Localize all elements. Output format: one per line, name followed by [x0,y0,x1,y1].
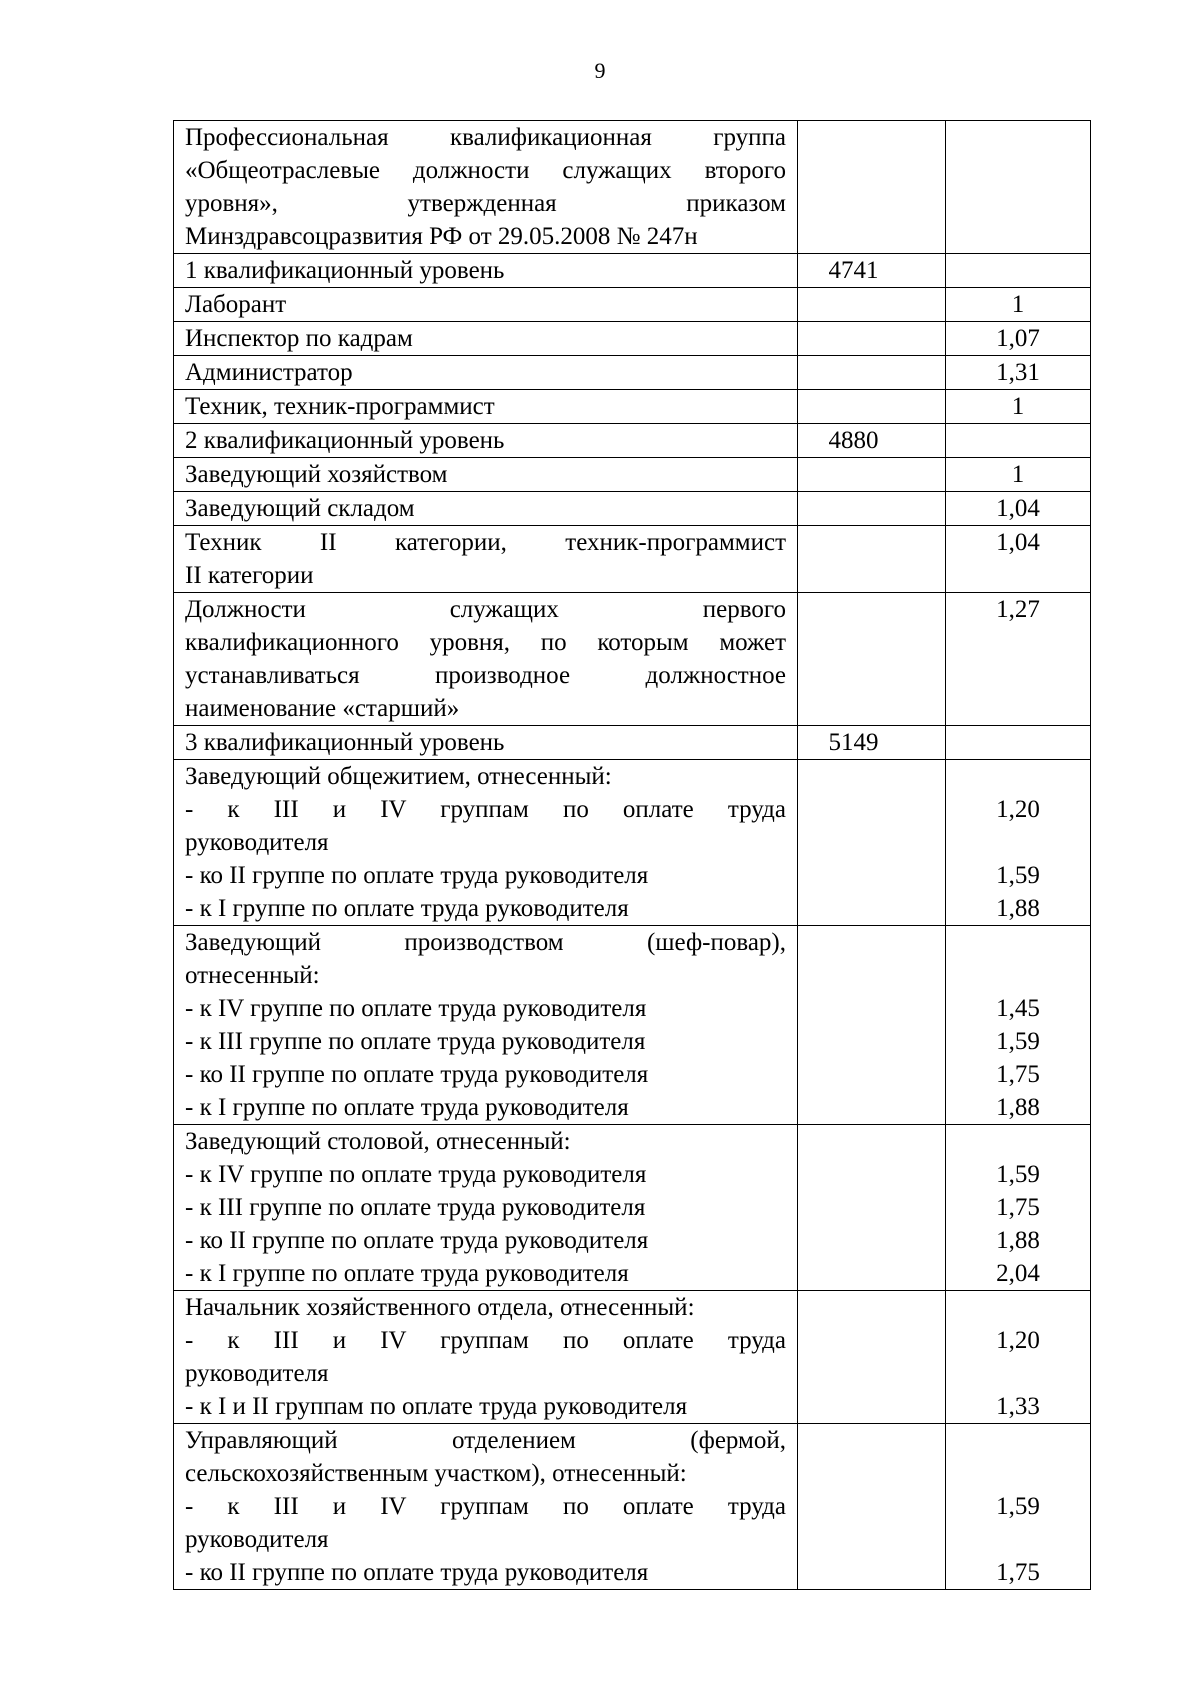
coefficient-value [946,1523,1090,1556]
position-name-line: - к III и IV группам по оплате труда [185,1327,786,1354]
table-row [174,356,1091,390]
table-row [174,492,1091,526]
position-name-line: - к IV группе по оплате труда руководителя [185,1161,647,1188]
position-name-cell [174,526,798,593]
coefficient-value: 1,27 [996,596,1040,623]
coefficient-cell [946,356,1091,390]
coefficient-cell [946,1125,1091,1291]
base-salary-cell [798,593,946,726]
position-name-line: сельскохозяйственным участком), отнесенный: [185,1460,687,1487]
position-name-line: Лаборант [185,291,287,318]
base-salary-cell [798,726,946,760]
coefficient-value: 1,20 [996,1327,1040,1354]
coefficient-value: 1,88 [996,1094,1040,1121]
coefficient-value: 1,45 [996,995,1040,1022]
coefficient-cell [946,254,1091,288]
position-name-line: устанавливаться производное должностное [185,662,786,689]
position-name-cell [174,726,798,760]
position-name-line: 2 квалификационный уровень [185,427,505,454]
position-name-line: - к I группе по оплате труда руководителя [185,895,629,922]
salary-table [173,120,1091,1590]
coefficient-value: 2,04 [996,1260,1040,1287]
coefficient-cell [946,926,1091,1125]
position-name-line: 1 квалификационный уровень [185,257,505,284]
position-name-line: Техник, техник-программист [185,393,495,420]
position-name-line: - ко II группе по оплате труда руководителя [185,862,649,889]
coefficient-value [946,926,1090,959]
position-name-line: Управляющий отделением (фермой, [185,1427,786,1454]
coefficient-value: 1,04 [996,495,1040,522]
table-row [174,726,1091,760]
coefficient-cell [946,492,1091,526]
coefficient-cell [946,726,1091,760]
position-name-line: 3 квалификационный уровень [185,729,505,756]
position-name-line: уровня», утвержденная приказом [185,190,786,217]
position-name-line: Техник II категории, техник-программист [185,529,786,556]
position-name-cell [174,1424,798,1590]
position-name-line: - к III и IV группам по оплате труда [185,796,786,823]
coefficient-value [946,760,1090,793]
coefficient-value: 1,31 [996,359,1040,386]
table-row [174,121,1091,254]
coefficient-value [946,826,1090,859]
coefficient-value: 1 [1011,291,1025,318]
position-name-cell [174,458,798,492]
position-name-cell [174,390,798,424]
position-name-cell [174,593,798,726]
base-salary-cell [798,121,946,254]
base-salary-value: 5149 [828,729,879,756]
position-name-line: руководителя [185,1360,329,1387]
coefficient-value [946,659,1090,692]
base-salary-cell [798,322,946,356]
coefficient-cell [946,1424,1091,1590]
coefficient-value [946,959,1090,992]
position-name-line: Минздравсоцразвития РФ от 29.05.2008 № 247н [185,223,698,250]
coefficient-cell [946,526,1091,593]
table-row [174,254,1091,288]
position-name-line: Заведующий хозяйством [185,461,448,488]
position-name-line: - ко II группе по оплате труда руководителя [185,1559,649,1586]
base-salary-cell [798,492,946,526]
position-name-line: Должности служащих первого [185,596,786,623]
position-name-line: Профессиональная квалификационная группа [185,124,786,151]
position-name-cell [174,1125,798,1291]
coefficient-value: 1,75 [996,1061,1040,1088]
table-row [174,1291,1091,1424]
position-name-cell [174,1291,798,1424]
position-name-cell [174,288,798,322]
coefficient-value: 1,04 [996,529,1040,556]
position-name-line: квалификационного уровня, по которым может [185,629,786,656]
position-name-line: руководителя [185,829,329,856]
position-name-line: Заведующий складом [185,495,415,522]
coefficient-cell [946,1291,1091,1424]
position-name-line: - к I группе по оплате труда руководителя [185,1094,629,1121]
position-name-line: - к I и II группам по оплате труда руководителя [185,1393,688,1420]
coefficient-cell [946,458,1091,492]
position-name-line: Заведующий столовой, отнесенный: [185,1128,571,1155]
coefficient-value: 1,20 [996,796,1040,823]
table-row [174,593,1091,726]
coefficient-value: 1,33 [996,1393,1040,1420]
base-salary-cell [798,1424,946,1590]
base-salary-cell [798,760,946,926]
position-name-line: - к I группе по оплате труда руководителя [185,1260,629,1287]
table-row [174,458,1091,492]
base-salary-cell [798,1125,946,1291]
table-row [174,390,1091,424]
coefficient-value [946,692,1090,725]
position-name-cell [174,760,798,926]
coefficient-value: 1 [1011,393,1025,420]
table-row [174,322,1091,356]
base-salary-cell [798,424,946,458]
coefficient-cell [946,322,1091,356]
coefficient-value: 1,75 [996,1194,1040,1221]
position-name-line: - ко II группе по оплате труда руководителя [185,1227,649,1254]
position-name-line: - к III группе по оплате труда руководителя [185,1028,646,1055]
coefficient-value [946,1424,1090,1457]
position-name-line: «Общеотраслевые должности служащих второго [185,157,786,184]
coefficient-value: 1,75 [996,1559,1040,1586]
position-name-line: Администратор [185,359,353,386]
coefficient-cell [946,760,1091,926]
position-name-cell [174,121,798,254]
base-salary-value: 4880 [828,427,879,454]
base-salary-cell [798,390,946,424]
base-salary-cell [798,458,946,492]
coefficient-value: 1,59 [996,1028,1040,1055]
base-salary-cell [798,526,946,593]
position-name-line: Инспектор по кадрам [185,325,413,352]
coefficient-value: 1,88 [996,895,1040,922]
base-salary-cell [798,926,946,1125]
table-row [174,526,1091,593]
base-salary-cell [798,1291,946,1424]
coefficient-value [946,1291,1090,1324]
coefficient-cell [946,424,1091,458]
table-row [174,1424,1091,1590]
position-name-cell [174,492,798,526]
table-row [174,760,1091,926]
position-name-line: наименование «старший» [185,695,460,722]
base-salary-cell [798,356,946,390]
position-name-line: отнесенный: [185,962,320,989]
position-name-line: Заведующий производством (шеф-повар), [185,929,786,956]
position-name-cell [174,322,798,356]
coefficient-value: 1,59 [996,1161,1040,1188]
coefficient-value: 1,59 [996,1493,1040,1520]
position-name-cell [174,254,798,288]
table-row [174,288,1091,322]
coefficient-value: 1,59 [996,862,1040,889]
coefficient-value: 1,88 [996,1227,1040,1254]
salary-table-body [174,121,1091,1590]
position-name-line: - ко II группе по оплате труда руководителя [185,1061,649,1088]
position-name-cell [174,926,798,1125]
page-number: 9 [594,58,606,83]
position-name-line: руководителя [185,1526,329,1553]
base-salary-cell [798,288,946,322]
table-row [174,926,1091,1125]
coefficient-value: 1,07 [996,325,1040,352]
base-salary-cell [798,254,946,288]
coefficient-cell [946,288,1091,322]
coefficient-value [946,559,1090,592]
position-name-line: - к III и IV группам по оплате труда [185,1493,786,1520]
coefficient-value [946,1457,1090,1490]
coefficient-value [946,626,1090,659]
position-name-line: - к III группе по оплате труда руководителя [185,1194,646,1221]
position-name-line: II категории [185,562,314,589]
coefficient-value: 1 [1011,461,1025,488]
table-row [174,424,1091,458]
position-name-line: Начальник хозяйственного отдела, отнесенный: [185,1294,695,1321]
coefficient-cell [946,121,1091,254]
coefficient-value [946,1125,1090,1158]
position-name-cell [174,424,798,458]
position-name-cell [174,356,798,390]
position-name-line: - к IV группе по оплате труда руководителя [185,995,647,1022]
base-salary-value: 4741 [828,257,879,284]
coefficient-cell [946,390,1091,424]
coefficient-cell [946,593,1091,726]
coefficient-value [946,1357,1090,1390]
table-row [174,1125,1091,1291]
position-name-line: Заведующий общежитием, отнесенный: [185,763,612,790]
